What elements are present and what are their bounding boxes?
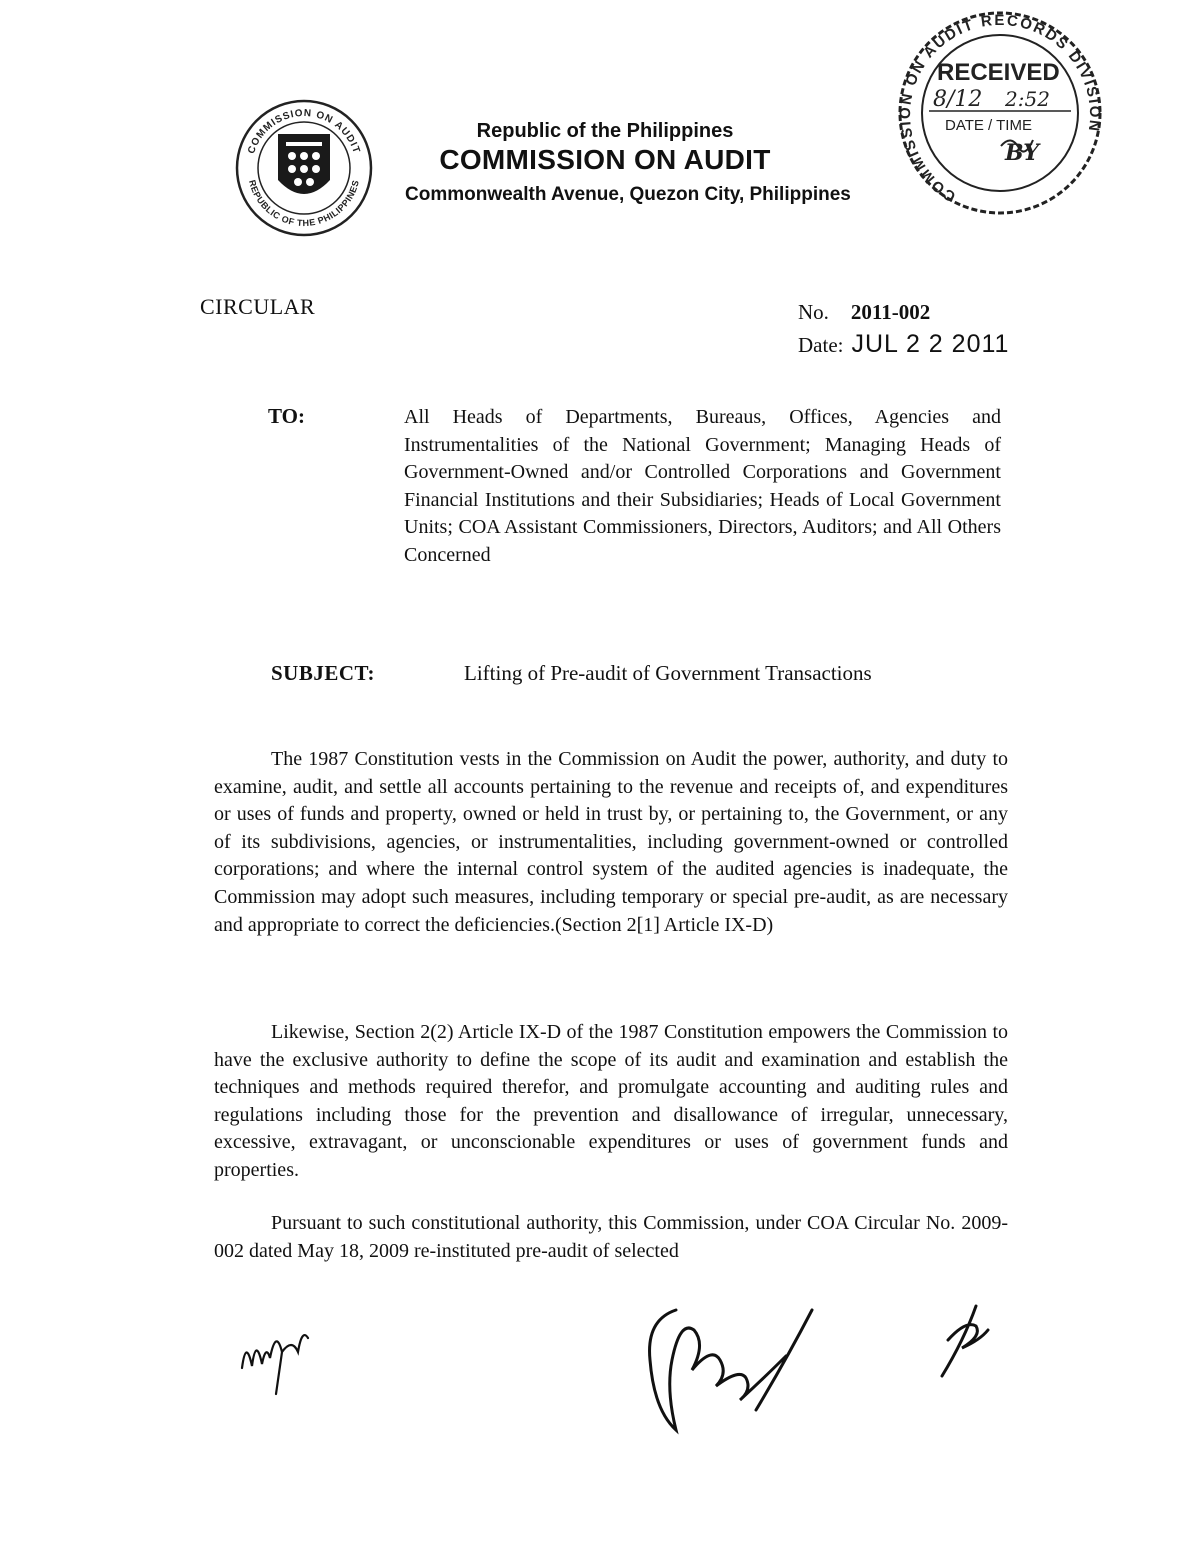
svg-text:REPUBLIC OF THE PHILIPPINES: REPUBLIC OF THE PHILIPPINES — [247, 178, 361, 229]
letterhead-republic: Republic of the Philippines — [476, 120, 734, 142]
svg-text:BY: BY — [1005, 140, 1039, 166]
initials-signature-right-icon — [932, 1300, 992, 1380]
letterhead-commission: COMMISSION ON AUDIT — [439, 144, 771, 175]
letterhead-address: Commonwealth Avenue, Quezon City, Philippines — [405, 184, 851, 205]
circular-number-label: No. — [798, 300, 829, 324]
circular-label: CIRCULAR — [200, 294, 316, 319]
svg-text:DATE / TIME: DATE / TIME — [945, 117, 1032, 134]
circular-date-value: JUL 2 2 2011 — [851, 330, 1010, 358]
body-paragraph-2: Likewise, Section 2(2) Article IX-D of the 1987 Constitution empowers the Commission to have the exclusive authority to define the scope of its audit and examination and establish the techniques and methods required therefor, and promulgate accounting and auditing rules and regulations including those for the prevention and disallowance of irregular, unnecessary, excessive, extravagant, or unconscionable expenditures or uses of government funds and properties. — [214, 1021, 1008, 1181]
to-recipients: All Heads of Departments, Bureaus, Offices, Agencies and Instrumentalities of the National Government; Managing Heads of Government-Owned and/or Controlled Corporations and Government Financial Institutions and their Subsidiaries; Heads of Local Government Units; COA Assistant Commissioners, Directors, Auditors; and All Others Concerned — [404, 406, 1001, 566]
coa-seal-icon — [234, 98, 374, 238]
subject-label: SUBJECT: — [271, 661, 375, 685]
initials-signature-left-icon — [236, 1308, 316, 1398]
circular-number — [798, 300, 930, 325]
svg-text:RECEIVED: RECEIVED — [937, 59, 1060, 86]
circular-date — [798, 330, 1009, 359]
signature-center-icon — [636, 1290, 816, 1440]
svg-text:COMMISSION ON AUDIT RECORDS DI: COMMISSION ON AUDIT RECORDS DIVISION — [896, 11, 1104, 205]
to-label: TO: — [268, 404, 305, 428]
circular-number-value: 2011-002 — [850, 300, 931, 324]
subject-text: Lifting of Pre-audit of Government Transactions — [464, 661, 872, 685]
svg-text:8/12: 8/12 — [933, 87, 983, 112]
received-stamp-icon — [893, 8, 1108, 218]
svg-text:COMMISSION ON AUDIT: COMMISSION ON AUDIT — [246, 107, 362, 156]
circular-date-label: Date: — [798, 333, 844, 357]
svg-text:2:52: 2:52 — [1005, 87, 1050, 111]
body-paragraph-3: Pursuant to such constitutional authority, this Commission, under COA Circular No. 2009-002 dated May 18, 2009 re-instituted pre-audit of selected — [214, 1212, 1008, 1262]
body-paragraph-1: The 1987 Constitution vests in the Commission on Audit the power, authority, and duty to examine, audit, and settle all accounts pertaining to the revenue and receipts of, and expenditures or uses of funds and property, owned or held in trust by, or pertaining to, the Government, or any of its subdivisions, agencies, or instrumentalities, including government-owned or controlled corporations; and where the internal control system of the audited agencies is inadequate, the Commission may adopt such measures, including temporary or special pre-audit, as are necessary and appropriate to correct the deficiencies.(Section 2[1] Article IX-D) — [214, 748, 1008, 936]
